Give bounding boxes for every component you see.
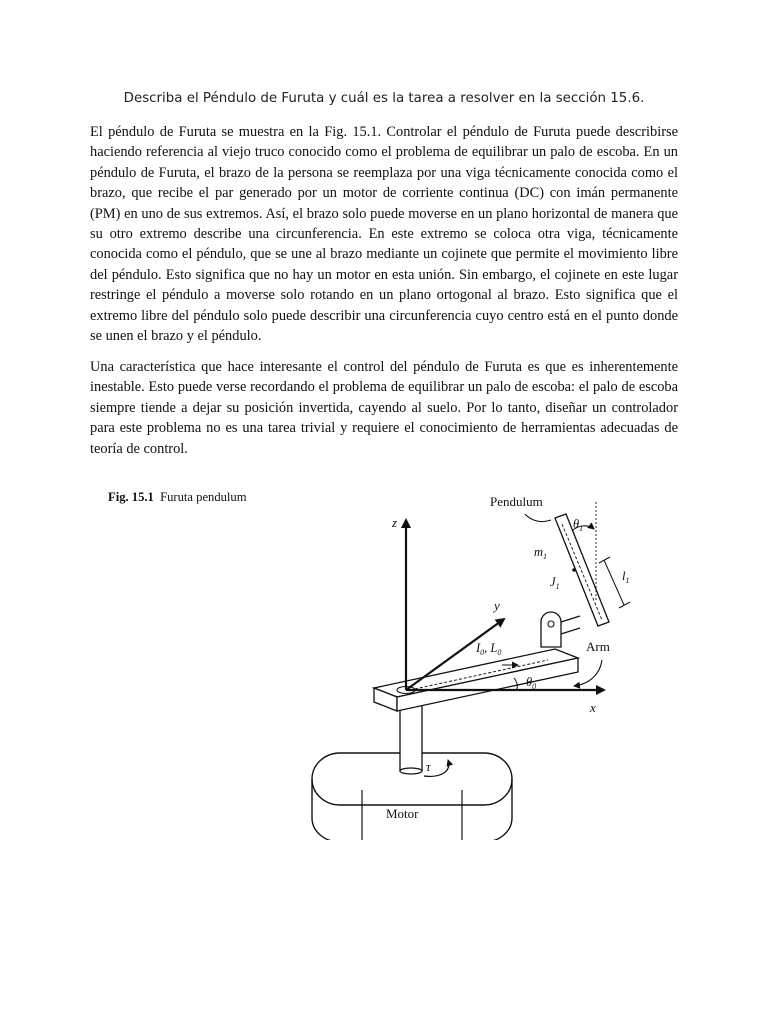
J1-label: $J_1$ [550, 575, 560, 591]
theta1-label: $\theta_1$ [573, 517, 584, 533]
I0-L0-label: $I_0$, $L_0$ [476, 641, 502, 657]
arm-beam [374, 649, 578, 711]
arm-label: Arm [586, 639, 610, 654]
furuta-pendulum-diagram [0, 480, 768, 840]
bearing-support [541, 612, 580, 647]
l1-label: $l_1$ [622, 569, 630, 585]
figure-number: Fig. 15.1 [108, 490, 154, 504]
tau-label: τ [426, 759, 431, 774]
motor-label: Motor [386, 806, 419, 821]
figure-title: Furuta pendulum [160, 490, 247, 504]
x-label: x [590, 700, 596, 715]
pendulum-label: Pendulum [490, 494, 543, 509]
motor-shaft [400, 700, 422, 774]
paragraph-2: Una característica que hace interesante el control del péndulo de Furuta es que es inherentemente inestable. Esto puede verse recordando el problema de equilibrar un palo de escoba: el palo de escoba siempre tiende a dejar su posición invertida, cayendo al suelo. Por lo tanto, diseñar un controlador para este problema no es una tarea trivial y requiere el conocimiento de herramientas adecuadas de teoría de control. [90, 359, 678, 457]
y-label: y [494, 598, 500, 613]
z-label: z [392, 515, 398, 530]
theta0-label: $\theta_0$ [526, 675, 537, 691]
m1-label: $m_1$ [534, 545, 548, 561]
paragraph-1: El péndulo de Furuta se muestra en la Fig. 15.1. Controlar el péndulo de Furuta puede describirse haciendo referencia al viejo truco conocido como el problema de equilibrar un palo de escoba. En un péndulo de Furuta, el brazo de la persona se reemplaza por una viga técnicamente conocida como el brazo, que recibe el par generado por un motor de corriente continua (DC) con imán permanente (PM) en uno de sus extremos. Así, el brazo solo puede moverse en un plano horizontal de manera que su otro extremo describe una circunferencia. En este extremo se coloca otra viga, técnicamente conocida como el péndulo, que se une al brazo mediante un cojinete que permite el movimiento libre del péndulo. Esto significa que no hay un motor en esta unión. Sin embargo, el cojinete en este lugar restringe el péndulo a moverse solo rotando en un plano ortogonal al brazo. Esto significa que el extremo libre del péndulo solo puede describir una circunferencia cuyo centro está en el punto donde se unen el brazo y el péndulo. [90, 124, 678, 345]
question-heading: Describa el Péndulo de Furuta y cuál es la tarea a resolver en la sección 15.6. [123, 91, 645, 106]
